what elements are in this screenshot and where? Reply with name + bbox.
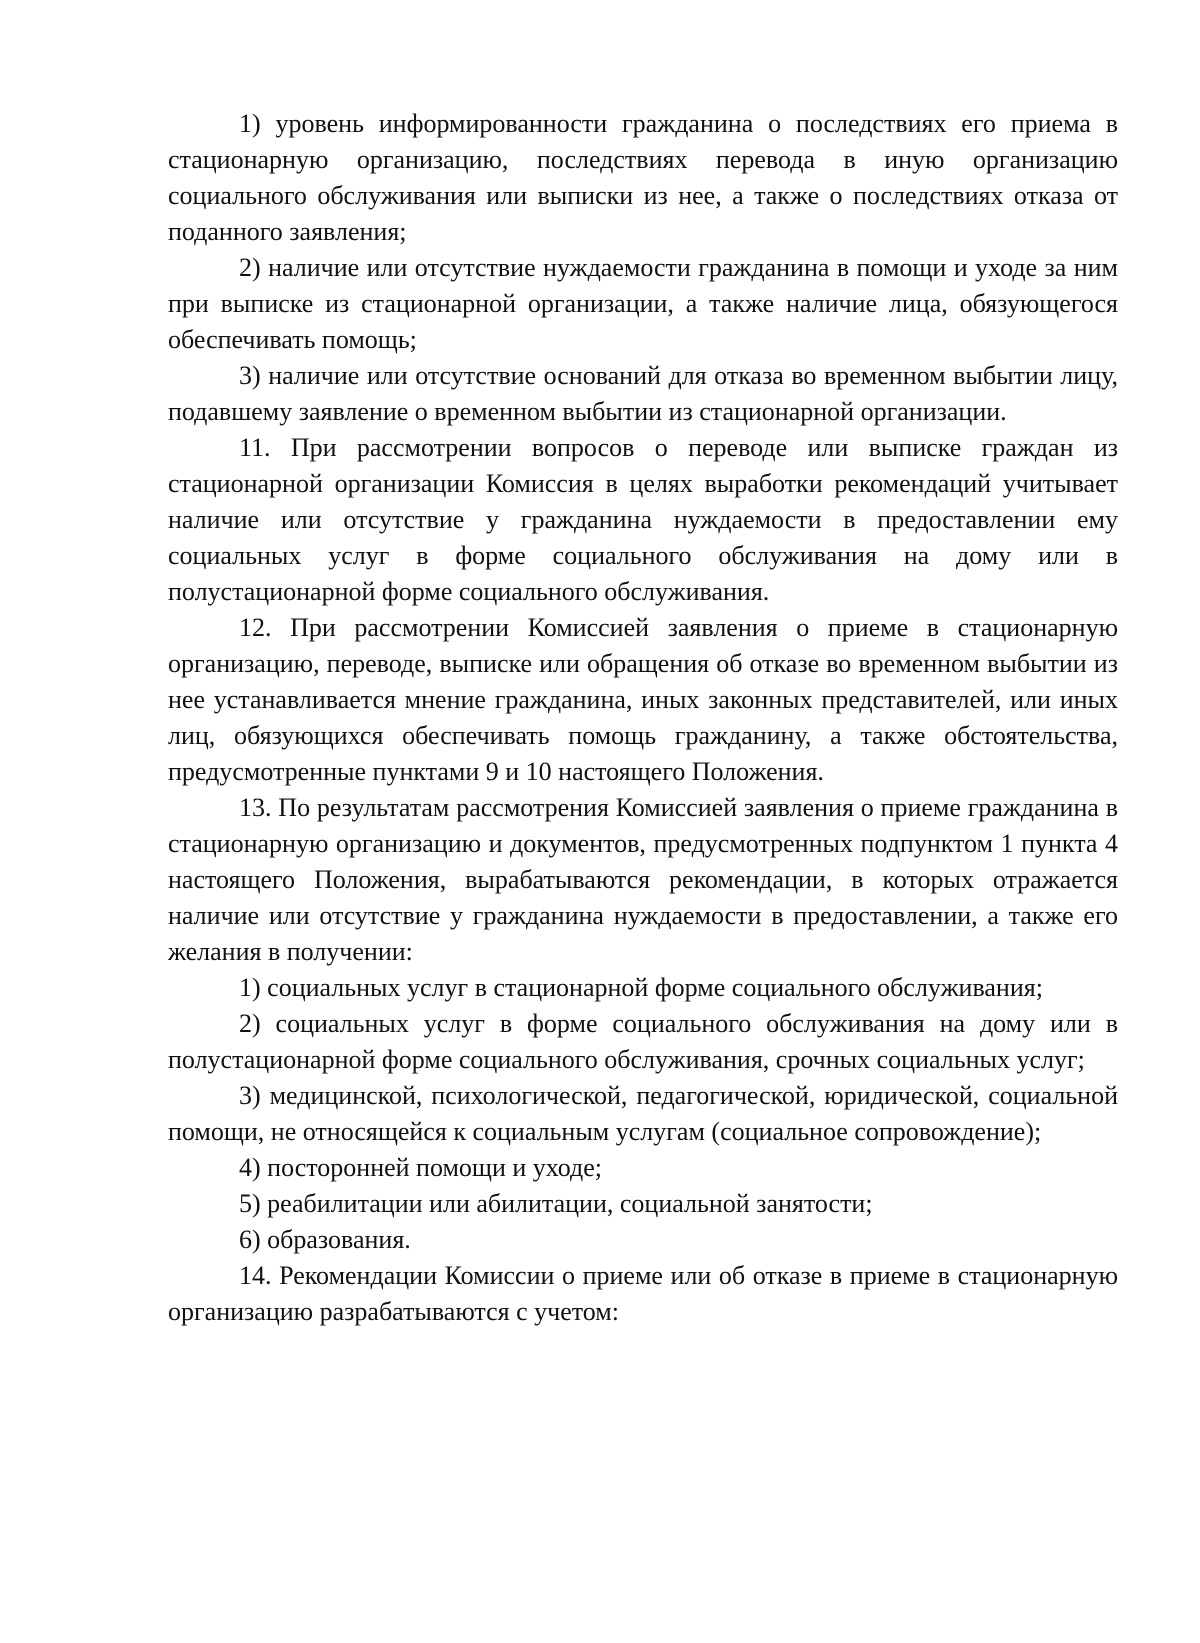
subitem-1: 1) социальных услуг в стационарной форме социального обслуживания;: [239, 973, 1043, 1002]
clause-11: 11. При рассмотрении вопросов о переводе или выписке граждан из стационарной организации Комиссия в целях выработки рекомендаций учитывает наличие или отсутствие у гражданина нуждаемости в предоставлении ему социальных услуг в форме социального обслуживания на дому или в полустационарной форме социального обслуживания.: [168, 433, 1118, 606]
subitem-3: 3) медицинской, психологической, педагогической, юридической, социальной помощи, не относящейся к социальным услугам (социальное сопровождение);: [168, 1081, 1118, 1146]
clause-12: 12. При рассмотрении Комиссией заявления о приеме в стационарную организацию, переводе, выписке или обращения об отказе во временном выбытии из нее устанавливается мнение гражданина, иных законных представителей, или иных лиц, обязующихся обеспечивать помощь гражданину, а также обстоятельства, предусмотренные пунктами 9 и 10 настоящего Положения.: [168, 613, 1118, 786]
document-body: [168, 106, 1118, 1330]
subitem-4: 4) посторонней помощи и уходе;: [239, 1153, 603, 1182]
list-item-2: 2) наличие или отсутствие нуждаемости гражданина в помощи и уходе за ним при выписке из стационарной организации, а также наличие лица, обязующегося обеспечивать помощь;: [168, 253, 1118, 354]
subitem-5: 5) реабилитации или абилитации, социальной занятости;: [239, 1189, 873, 1218]
subitem-2: 2) социальных услуг в форме социального обслуживания на дому или в полустационарной форме социального обслуживания, срочных социальных услуг;: [168, 1009, 1118, 1074]
list-item-1: 1) уровень информированности гражданина о последствиях его приема в стационарную организацию, последствиях перевода в иную организацию социального обслуживания или выписки из нее, а также о последствиях отказа от поданного заявления;: [168, 109, 1118, 246]
clause-14: 14. Рекомендации Комиссии о приеме или об отказе в приеме в стационарную организацию разрабатываются с учетом:: [168, 1261, 1118, 1326]
subitem-6: 6) образования.: [239, 1225, 411, 1254]
list-item-3: 3) наличие или отсутствие оснований для отказа во временном выбытии лицу, подавшему заявление о временном выбытии из стационарной организации.: [168, 361, 1118, 426]
clause-13: 13. По результатам рассмотрения Комиссией заявления о приеме гражданина в стационарную организацию и документов, предусмотренных подпунктом 1 пункта 4 настоящего Положения, вырабатываются рекомендации, в которых отражается наличие или отсутствие у гражданина нуждаемости в предоставлении, а также его желания в получении:: [168, 793, 1118, 966]
